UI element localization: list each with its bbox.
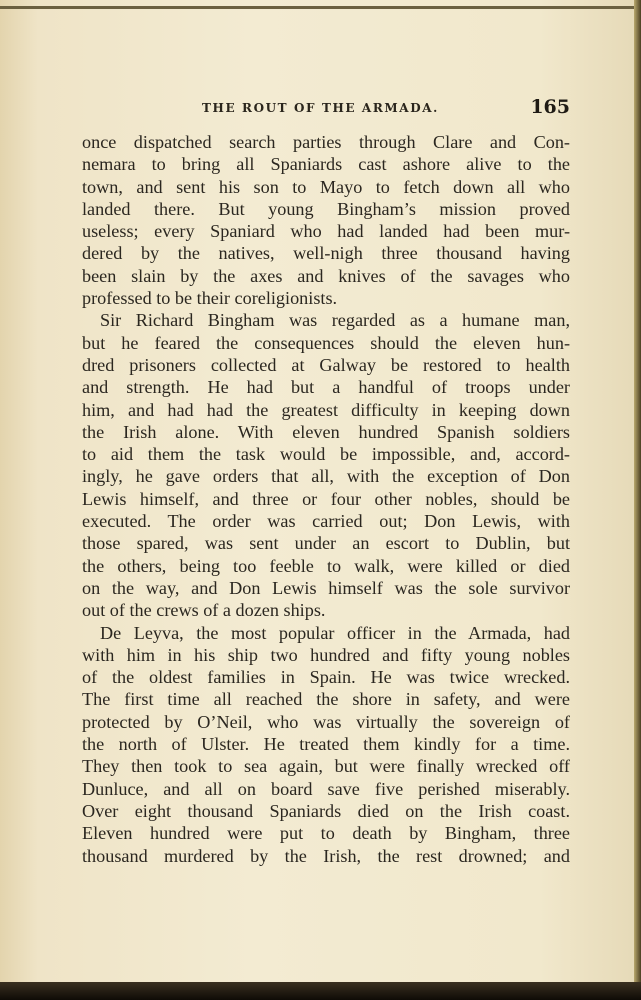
text-line: Over eight thousand Spaniards died on the Irish coast. bbox=[82, 800, 570, 821]
text-line: They then took to sea again, but were finally wrecked off bbox=[82, 756, 570, 777]
text-line: The first time all reached the shore in safety, and were bbox=[82, 689, 570, 710]
text-line: the others, being too feeble to walk, were killed or died bbox=[82, 555, 570, 576]
text-line: town, and sent his son to Mayo to fetch down all who bbox=[82, 176, 570, 197]
text-line: been slain by the axes and knives of the savages who bbox=[82, 265, 570, 286]
text-line: Eleven hundred were put to death by Bingham, three bbox=[82, 823, 570, 844]
text-line: with him in his ship two hundred and fifty young nobles bbox=[82, 644, 570, 665]
top-rule bbox=[0, 6, 634, 9]
text-line: of the oldest families in Spain. He was twice wrecked. bbox=[82, 667, 570, 688]
text-line: useless; every Spaniard who had landed had been mur- bbox=[82, 221, 570, 242]
text-line: professed to be their coreligionists. bbox=[82, 288, 338, 309]
text-line: executed. The order was carried out; Don Lewis, with bbox=[82, 511, 570, 532]
text-line: once dispatched search parties through Clare and Con- bbox=[82, 132, 570, 152]
paragraph bbox=[82, 309, 570, 621]
paragraph bbox=[82, 622, 570, 867]
page-header bbox=[82, 96, 570, 122]
text-line: Dunluce, and all on board save five perished miserably. bbox=[82, 778, 570, 799]
text-line: on the way, and Don Lewis himself was the sole survivor bbox=[82, 577, 570, 598]
paragraph bbox=[82, 131, 570, 309]
text-line: thousand murdered by the Irish, the rest drowned; and bbox=[82, 845, 570, 866]
text-line: dered by the natives, well-nigh three thousand having bbox=[82, 243, 570, 264]
text-line: but he feared the consequences should the eleven hun- bbox=[82, 332, 570, 353]
running-head: THE ROUT OF THE ARMADA. bbox=[202, 101, 439, 115]
text-line: out of the crews of a dozen ships. bbox=[82, 600, 326, 621]
text-line: the north of Ulster. He treated them kindly for a time. bbox=[82, 734, 570, 755]
text-line: Sir Richard Bingham was regarded as a humane man, bbox=[100, 310, 570, 331]
text-line: landed there. But young Bingham’s mission proved bbox=[82, 198, 570, 219]
body-text bbox=[82, 131, 570, 867]
book-bottom-edge bbox=[0, 982, 641, 1000]
text-line: those spared, was sent under an escort to Dublin, but bbox=[82, 533, 570, 554]
text-line: De Leyva, the most popular officer in the Armada, had bbox=[100, 622, 570, 643]
text-line: the Irish alone. With eleven hundred Spanish soldiers bbox=[82, 421, 570, 442]
text-line: to aid them the task would be impossible, and, accord- bbox=[82, 444, 570, 465]
text-line: ingly, he gave orders that all, with the exception of Don bbox=[82, 466, 570, 487]
text-line: Lewis himself, and three or four other nobles, should be bbox=[82, 488, 570, 509]
book-spine-edge bbox=[634, 0, 641, 1000]
text-line: nemara to bring all Spaniards cast ashore alive to the bbox=[82, 154, 570, 175]
text-line: dred prisoners collected at Galway be restored to health bbox=[82, 354, 570, 375]
text-line: and strength. He had but a handful of troops under bbox=[82, 377, 570, 398]
page-number: 165 bbox=[530, 96, 570, 118]
text-line: protected by O’Neil, who was virtually the sovereign of bbox=[82, 711, 570, 732]
text-line: him, and had had the greatest difficulty in keeping down bbox=[82, 399, 570, 420]
